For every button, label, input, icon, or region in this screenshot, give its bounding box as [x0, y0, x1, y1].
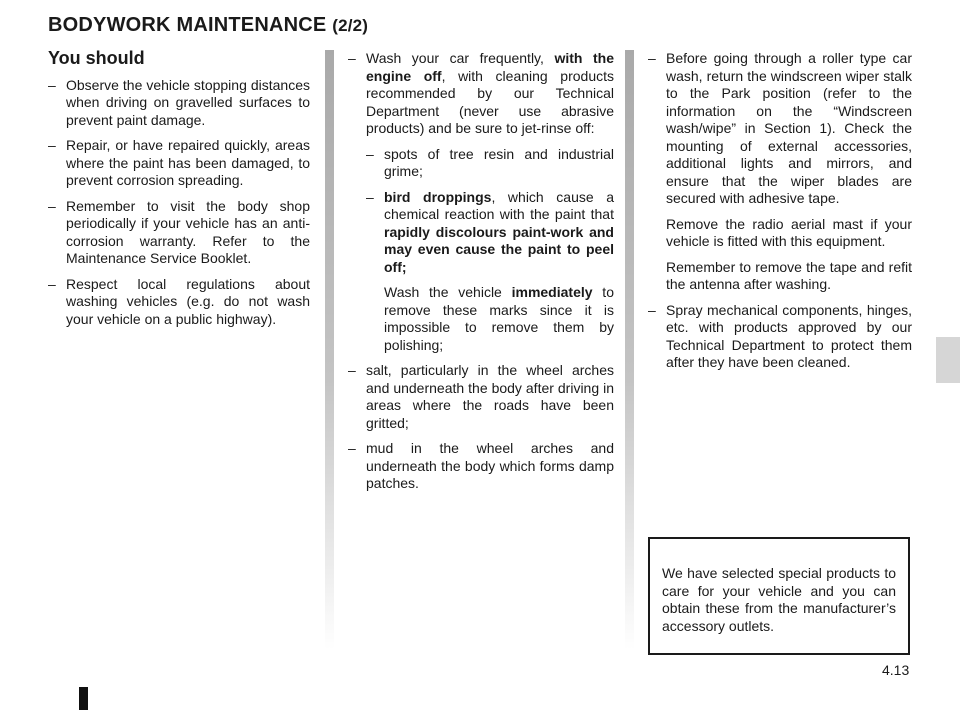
sub-list-item	[366, 189, 614, 277]
dash: –	[48, 76, 56, 93]
dash: –	[348, 50, 356, 66]
list-item	[648, 302, 912, 372]
sub-item-text: mud in the wheel arches and underneath the body which forms damp patches.	[366, 440, 614, 491]
sub-item-text: salt, particularly in the wheel arches and underneath the body after driving in areas where the roads have been gritted;	[366, 362, 614, 431]
wash-paragraph	[366, 284, 614, 354]
dash: –	[48, 137, 56, 153]
sub-item-bold: bird droppings	[384, 188, 492, 205]
wash-text-end: to remove these marks since it is impossible to remove them by polishing;	[384, 284, 614, 353]
dash: –	[648, 301, 656, 318]
dash: –	[348, 362, 356, 378]
list-item-text: Repair, or have repaired quickly, areas where the paint has been damaged, to prevent corrosion spreading.	[66, 137, 310, 188]
paragraph: Remember to remove the tape and refit the antenna after washing.	[666, 258, 912, 292]
intro-bold: with the engine off	[366, 50, 615, 84]
wash-text: Wash the vehicle	[384, 284, 512, 300]
sub-item-text: spots of tree resin and industrial grime;	[384, 145, 614, 179]
title-part: (2/2)	[332, 16, 369, 35]
list-item-text: Observe the vehicle stopping distances when driving on gravelled surfaces to prevent paint damage.	[66, 76, 310, 128]
sub-list-item	[348, 440, 614, 493]
list-item	[48, 137, 310, 190]
sub-list	[348, 146, 614, 493]
list-item	[48, 276, 310, 329]
list-item-text: Remember to visit the body shop periodically if your vehicle has an anti-corrosion warranty. Refer to the Maintenance Service Booklet.	[66, 197, 310, 266]
intro-text: Wash your car frequently,	[366, 50, 555, 66]
intro-text-end: , with cleaning products recommended by our Technical Department (never use abrasive products) and be sure to jet-rinse off:	[366, 67, 614, 136]
page-number: 4.13	[882, 662, 910, 678]
list-item-text: Before going through a roller type car wash, return the windscreen wiper stalk to the Park position (refer to the information on the “Windscreen wash/wipe” in Section 1). Check the mounting of external accessories, additional lights and mirrors, and ensure that the wiper blades are secured with adhesive tape.	[666, 50, 912, 206]
sub-list-item	[366, 146, 614, 181]
dash: –	[366, 188, 374, 205]
list-item	[48, 77, 310, 130]
paragraph: Remove the radio aerial mast if your vehicle is fitted with this equipment.	[666, 215, 912, 249]
column-divider	[625, 50, 634, 650]
column-divider	[325, 50, 334, 650]
wash-bold: immediately	[511, 284, 593, 300]
list-item	[48, 198, 310, 268]
column-washing	[348, 50, 614, 501]
dash: –	[366, 145, 374, 162]
dash: –	[48, 197, 56, 214]
dash: –	[348, 440, 356, 456]
note-box: We have selected special products to care for your vehicle and you can obtain these from the manufacturer’s accessory outlets.	[648, 537, 910, 655]
column-you-should	[48, 50, 310, 336]
list-item-text: Spray mechanical components, hinges, etc. with products approved by our Technical Department to protect them after they have been cleaned.	[666, 301, 912, 370]
section-heading: You should	[48, 48, 145, 68]
title-main: BODYWORK MAINTENANCE	[48, 14, 327, 36]
list-item	[348, 50, 614, 138]
sub-item-bold-end: rapidly discolours paint-work and may even cause the paint to peel off;	[384, 223, 614, 275]
list-item-text: Respect local regulations about washing vehicles (e.g. do not wash your vehicle on a public highway).	[66, 275, 310, 327]
dash: –	[648, 50, 656, 66]
section-thumb-tab	[936, 337, 960, 383]
corner-mark	[79, 687, 88, 710]
dash: –	[48, 275, 56, 292]
list-item	[648, 50, 912, 208]
sub-item-text: , which cause a chemical reaction with the paint that	[384, 188, 614, 222]
sub-list-item	[348, 362, 614, 432]
column-car-wash	[648, 50, 912, 380]
page-title	[48, 14, 368, 37]
